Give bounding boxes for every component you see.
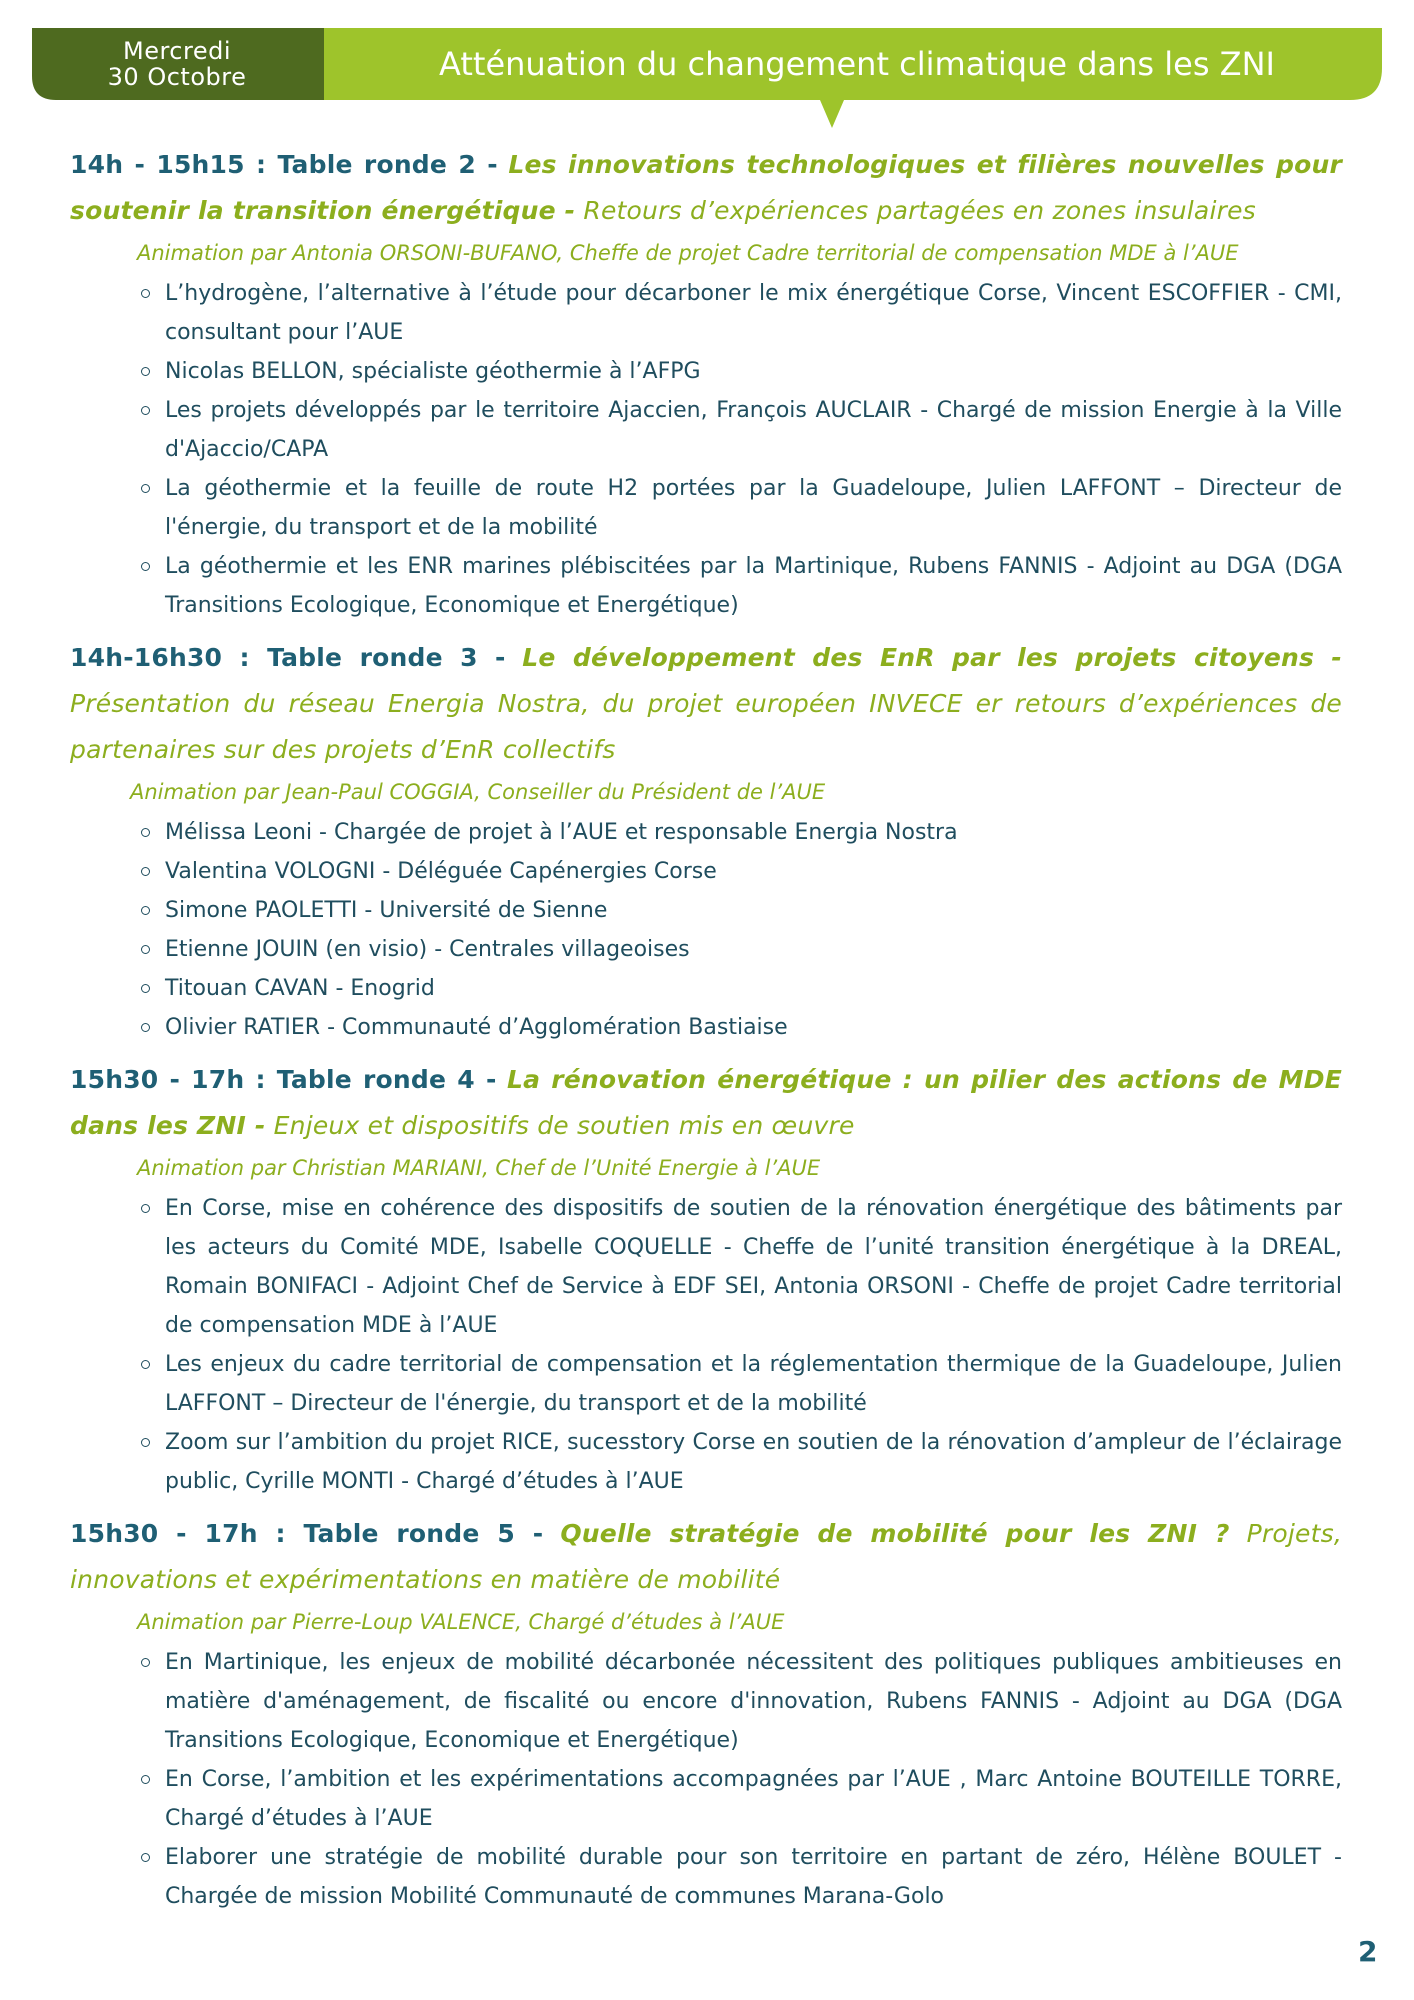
- page-title: Atténuation du changement climatique dans les ZNI: [439, 45, 1275, 83]
- session-moderator: Animation par Jean-Paul COGGIA, Conseiller du Président de l’AUE: [130, 780, 826, 804]
- circle-bullet-icon: [141, 1360, 150, 1369]
- circle-bullet-icon: [141, 828, 150, 837]
- list-item: [165, 274, 1342, 352]
- list-item-text: Simone PAOLETTI - Université de Sienne: [165, 898, 608, 923]
- session-table-ronde-3: [70, 635, 1342, 1047]
- page-number: 2: [1358, 1935, 1378, 1968]
- circle-bullet-icon: [141, 1658, 150, 1667]
- session-time: 15h30 - 17h : Table ronde 4 -: [70, 1065, 497, 1094]
- circle-bullet-icon: [141, 289, 150, 298]
- program-content: [70, 142, 1342, 1926]
- list-item: [165, 891, 1342, 930]
- circle-bullet-icon: [141, 1438, 150, 1447]
- list-item-text: Mélissa Leoni - Chargée de projet à l’AUE et responsable Energia Nostra: [165, 820, 958, 845]
- list-item: [165, 391, 1342, 469]
- circle-bullet-icon: [141, 867, 150, 876]
- list-item-text: Titouan CAVAN - Enogrid: [165, 976, 435, 1001]
- circle-bullet-icon: [141, 1204, 150, 1213]
- session-heading: [70, 1057, 1342, 1149]
- circle-bullet-icon: [141, 406, 150, 415]
- speaker-list: [70, 813, 1342, 1047]
- banner-date-value: 30 Octobre: [107, 63, 247, 91]
- list-item-text: Nicolas BELLON, spécialiste géothermie à l’AFPG: [165, 359, 701, 384]
- session-time: 14h - 15h15 : Table ronde 2 -: [70, 150, 498, 179]
- session-theme: Les innovations technologiques et filières nouvelles pour soutenir la transition énergétique -: [70, 150, 1343, 225]
- list-item-text: En Martinique, les enjeux de mobilité décarbonée nécessitent des politiques publiques ambitieuses en matière d'aménagement, de fiscalité ou encore d'innovation, Rubens FANNIS - Adjoint au DGA (DGA Transitions Ecologique, Economique et Energétique): [165, 1650, 1342, 1753]
- session-subtitle: Retours d’expériences partagées en zones insulaires: [583, 196, 1256, 225]
- list-item: [165, 352, 1342, 391]
- circle-bullet-icon: [141, 945, 150, 954]
- session-time: 15h30 - 17h : Table ronde 5 -: [70, 1519, 544, 1548]
- speaker-list: [70, 1643, 1342, 1916]
- list-item-text: Elaborer une stratégie de mobilité durable pour son territoire en partant de zéro, Hélène BOULET - Chargée de mission Mobilité Communauté de communes Marana-Golo: [165, 1845, 1342, 1909]
- list-item: [165, 1345, 1342, 1423]
- list-item: [165, 813, 1342, 852]
- session-theme: La rénovation énergétique : un pilier des actions de MDE dans les ZNI -: [70, 1065, 1342, 1140]
- session-subtitle: Présentation du réseau Energia Nostra, du projet européen INVECE er retours d’expériences de partenaires sur des projets d’EnR collectifs: [70, 689, 1342, 764]
- list-item-text: La géothermie et les ENR marines plébiscitées par la Martinique, Rubens FANNIS - Adjoint au DGA (DGA Transitions Ecologique, Economique et Energétique): [165, 554, 1342, 618]
- session-moderator: Animation par Antonia ORSONI-BUFANO, Cheffe de projet Cadre territorial de compensation MDE à l’AUE: [137, 241, 1239, 265]
- list-item: [165, 1008, 1342, 1047]
- session-moderator: Animation par Pierre-Loup VALENCE, Chargé d’études à l’AUE: [137, 1610, 785, 1634]
- list-item: [165, 930, 1342, 969]
- circle-bullet-icon: [141, 1853, 150, 1862]
- speaker-list: [70, 274, 1342, 625]
- banner-date: [32, 32, 322, 96]
- list-item: [165, 547, 1342, 625]
- session-theme: Quelle stratégie de mobilité pour les ZNI ?: [560, 1519, 1230, 1548]
- speaker-list: [70, 1189, 1342, 1501]
- session-theme: Le développement des EnR par les projets citoyens -: [522, 643, 1342, 672]
- list-item-text: La géothermie et la feuille de route H2 portées par la Guadeloupe, Julien LAFFONT – Directeur de l'énergie, du transport et de la mobilité: [165, 476, 1342, 540]
- circle-bullet-icon: [141, 1023, 150, 1032]
- session-subtitle: Projets, innovations et expérimentations en matière de mobilité: [70, 1519, 1342, 1594]
- banner-day: Mercredi: [122, 37, 231, 65]
- list-item-text: Olivier RATIER - Communauté d’Agglomération Bastiaise: [165, 1015, 788, 1040]
- session-subtitle: Enjeux et dispositifs de soutien mis en œuvre: [273, 1111, 855, 1140]
- list-item-text: En Corse, l’ambition et les expérimentations accompagnées par l’AUE , Marc Antoine BOUTEILLE TORRE, Chargé d’études à l’AUE: [165, 1767, 1342, 1831]
- list-item: [165, 1189, 1342, 1345]
- circle-bullet-icon: [141, 484, 150, 493]
- list-item-text: L’hydrogène, l’alternative à l’étude pour décarboner le mix énergétique Corse, Vincent ESCOFFIER - CMI, consultant pour l’AUE: [165, 281, 1342, 345]
- list-item-text: En Corse, mise en cohérence des dispositifs de soutien de la rénovation énergétique des bâtiments par les acteurs du Comité MDE, Isabelle COQUELLE - Cheffe de l’unité transition énergétique à la DREAL, Romain BONIFACI - Adjoint Chef de Service à EDF SEI, Antonia ORSONI - Cheffe de projet Cadre territorial de compensation MDE à l’AUE: [165, 1196, 1342, 1338]
- session-heading: [70, 1511, 1342, 1603]
- list-item: [165, 852, 1342, 891]
- list-item-text: Les projets développés par le territoire Ajaccien, François AUCLAIR - Chargé de mission Energie à la Ville d'Ajaccio/CAPA: [165, 398, 1342, 462]
- list-item: [165, 1423, 1342, 1501]
- list-item-text: Zoom sur l’ambition du projet RICE, sucesstory Corse en soutien de la rénovation d’ampleur de l’éclairage public, Cyrille MONTI - Chargé d’études à l’AUE: [165, 1430, 1342, 1494]
- header-banner: [32, 28, 1382, 100]
- session-table-ronde-2: [70, 142, 1342, 625]
- list-item: [165, 1760, 1342, 1838]
- list-item: [165, 969, 1342, 1008]
- list-item: [165, 469, 1342, 547]
- circle-bullet-icon: [141, 984, 150, 993]
- circle-bullet-icon: [141, 906, 150, 915]
- circle-bullet-icon: [141, 562, 150, 571]
- list-item-text: Valentina VOLOGNI - Déléguée Capénergies Corse: [165, 859, 717, 884]
- list-item-text: Etienne JOUIN (en visio) - Centrales villageoises: [165, 937, 690, 962]
- list-item: [165, 1838, 1342, 1916]
- list-item-text: Les enjeux du cadre territorial de compensation et la réglementation thermique de la Guadeloupe, Julien LAFFONT – Directeur de l'énergie, du transport et de la mobilité: [165, 1352, 1342, 1416]
- circle-bullet-icon: [141, 367, 150, 376]
- session-heading: [70, 635, 1342, 773]
- session-heading: [70, 142, 1342, 234]
- session-table-ronde-5: [70, 1511, 1342, 1916]
- session-table-ronde-4: [70, 1057, 1342, 1501]
- session-time: 14h-16h30 : Table ronde 3 -: [70, 643, 506, 672]
- list-item: [165, 1643, 1342, 1760]
- circle-bullet-icon: [141, 1775, 150, 1784]
- session-moderator: Animation par Christian MARIANI, Chef de l’Unité Energie à l’AUE: [137, 1156, 821, 1180]
